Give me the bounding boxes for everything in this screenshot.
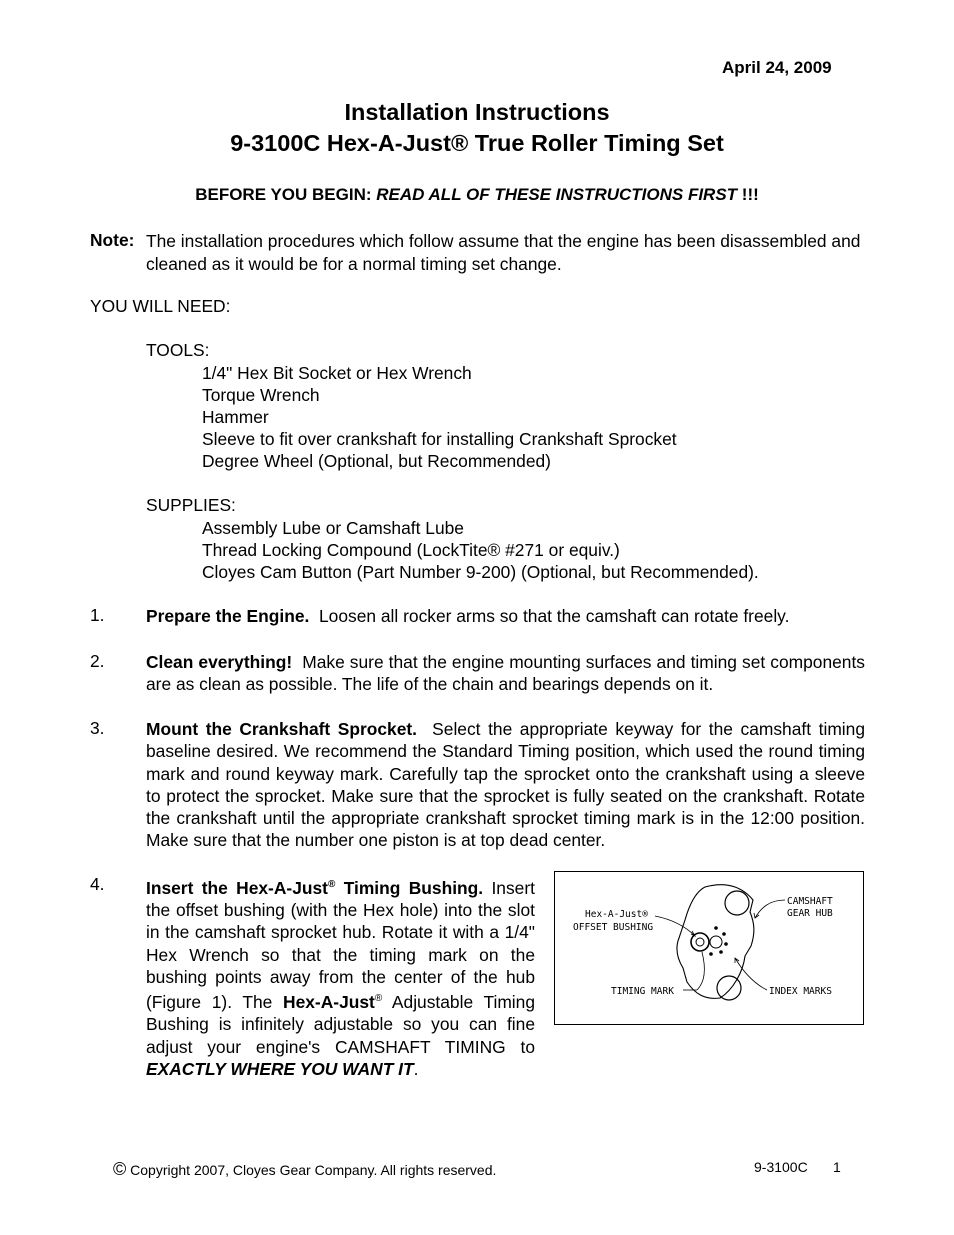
document-date: April 24, 2009 <box>722 58 832 77</box>
list-item: Torque Wrench <box>202 385 320 405</box>
step-text: Make sure that the engine mounting surfaces and timing set components are as clean as possible. The life of the chain and bearings depends on it. <box>146 652 866 695</box>
sprocket-hub-outline <box>677 885 754 999</box>
tools-heading: TOOLS: <box>146 340 210 360</box>
supplies-list <box>202 517 759 583</box>
hub-center <box>710 936 722 948</box>
figure-label-hub-line2: GEAR HUB <box>787 908 833 919</box>
step-number: 1. <box>90 605 105 625</box>
list-item: Sleeve to fit over crankshaft for installing Crankshaft Sprocket <box>202 429 677 449</box>
figure-label-timing-mark: TIMING MARK <box>611 986 674 997</box>
note-text: The installation procedures which follow assume that the engine has been disassembled and cleaned as it would be for a normal timing set change. <box>146 231 861 274</box>
notice-emphasis: READ ALL OF THESE INSTRUCTIONS FIRST <box>376 185 738 204</box>
list-item: Hammer <box>202 407 269 427</box>
figure-label-bushing: Hex-A-Just® <box>585 909 648 920</box>
before-you-begin-notice <box>0 185 954 205</box>
step-emphasis: EXACTLY WHERE YOU WANT IT <box>146 1058 414 1079</box>
list-item: 1/4" Hex Bit Socket or Hex Wrench <box>202 363 472 383</box>
index-mark <box>714 926 718 930</box>
step-number: 3. <box>90 718 105 738</box>
step-text-continued: Adjustable Timing Bushing is infinitely adjustable so you can fine adjust your engine's CAMSHAFT TIMING to <box>146 992 536 1057</box>
copyright-icon: © <box>113 1159 127 1179</box>
step-title: Prepare the Engine. <box>146 606 310 626</box>
index-mark <box>719 950 723 954</box>
step-title: Clean everything! <box>146 652 293 672</box>
footer-copyright <box>113 1159 496 1180</box>
footer-page-number: 1 <box>833 1159 841 1175</box>
tools-list <box>202 362 677 472</box>
list-item: Assembly Lube or Camshaft Lube <box>202 518 464 538</box>
step-text: Loosen all rocker arms so that the camshaft can rotate freely. <box>319 606 790 626</box>
figure-label-index-marks: INDEX MARKS <box>769 986 832 997</box>
notice-lead: BEFORE YOU BEGIN: <box>195 185 372 204</box>
list-item: Degree Wheel (Optional, but Recommended) <box>202 451 551 471</box>
list-item: Thread Locking Compound (LockTite® #271 or equiv.) <box>202 540 620 560</box>
step-title: Mount the Crankshaft Sprocket. <box>146 719 418 739</box>
note-label: Note: <box>90 230 135 250</box>
step-2 <box>146 651 865 696</box>
list-item: Cloyes Cam Button (Part Number 9-200) (Optional, but Recommended). <box>202 562 759 582</box>
document-subtitle: 9-3100C Hex-A-Just® True Roller Timing Set <box>230 130 724 156</box>
figure-1-hub-diagram <box>554 871 864 1025</box>
supplies-heading: SUPPLIES: <box>146 495 236 515</box>
step-number: 4. <box>90 874 105 894</box>
step-3 <box>146 718 865 852</box>
step-text: Select the appropriate keyway for the camshaft timing baseline desired. We recommend the Standard Timing position, which used the round timing mark and round keyway mark. Carefully tap the sprocket onto the crankshaft using a sleeve to protect the sprocket. Make sure that the sprocket is fully seated on the crankshaft. Rotate the crankshaft until the appropriate crankshaft sprocket timing mark is in the 12:00 position. Make sure that the number one piston is at top dead center. <box>146 719 866 851</box>
brand-name: Hex-A-Just <box>283 992 375 1013</box>
you-will-need-heading: YOU WILL NEED: <box>90 296 231 316</box>
step-text: Insert the offset bushing (with the Hex hole) into the slot in the camshaft sprocket hub. Rotate it with a 1/4" Hex Wrench so that the timing mark on the bushing points away from the center of the hub (Figure 1). The <box>146 877 535 1013</box>
step-4: Insert the Hex-A-Just® Timing Bushing. Insert the offset bushing (with the Hex hole) into the slot in the camshaft sprocket hub. Rotate it with a 1/4" Hex Wrench so that the timing mark on the bushing points away from the center of the hub (Figure 1). The Hex-A-Just® Adjustable Timing Bushing is infinitely adjustable so you can fine adjust your engine's CAMSHAFT TIMING to EXACTLY WHERE YOU WANT IT. <box>146 877 536 1079</box>
index-mark <box>709 952 713 956</box>
document-title: Installation Instructions <box>344 99 610 125</box>
notice-tail: !!! <box>741 185 759 204</box>
hub-bolt-hole-bottom <box>717 976 741 1000</box>
index-mark <box>724 942 728 946</box>
step-number: 2. <box>90 651 105 671</box>
index-mark <box>722 932 726 936</box>
step-title: Insert the Hex-A-Just® Timing Bushing. <box>146 877 484 898</box>
figure-label-bushing-line2: OFFSET BUSHING <box>573 922 654 933</box>
hub-bolt-hole-top <box>725 891 749 915</box>
footer-part-number: 9-3100C <box>754 1159 808 1175</box>
step-1 <box>146 605 865 627</box>
figure-label-hub: CAMSHAFT <box>787 896 833 907</box>
copyright-text: Copyright 2007, Cloyes Gear Company. All rights reserved. <box>130 1162 497 1178</box>
